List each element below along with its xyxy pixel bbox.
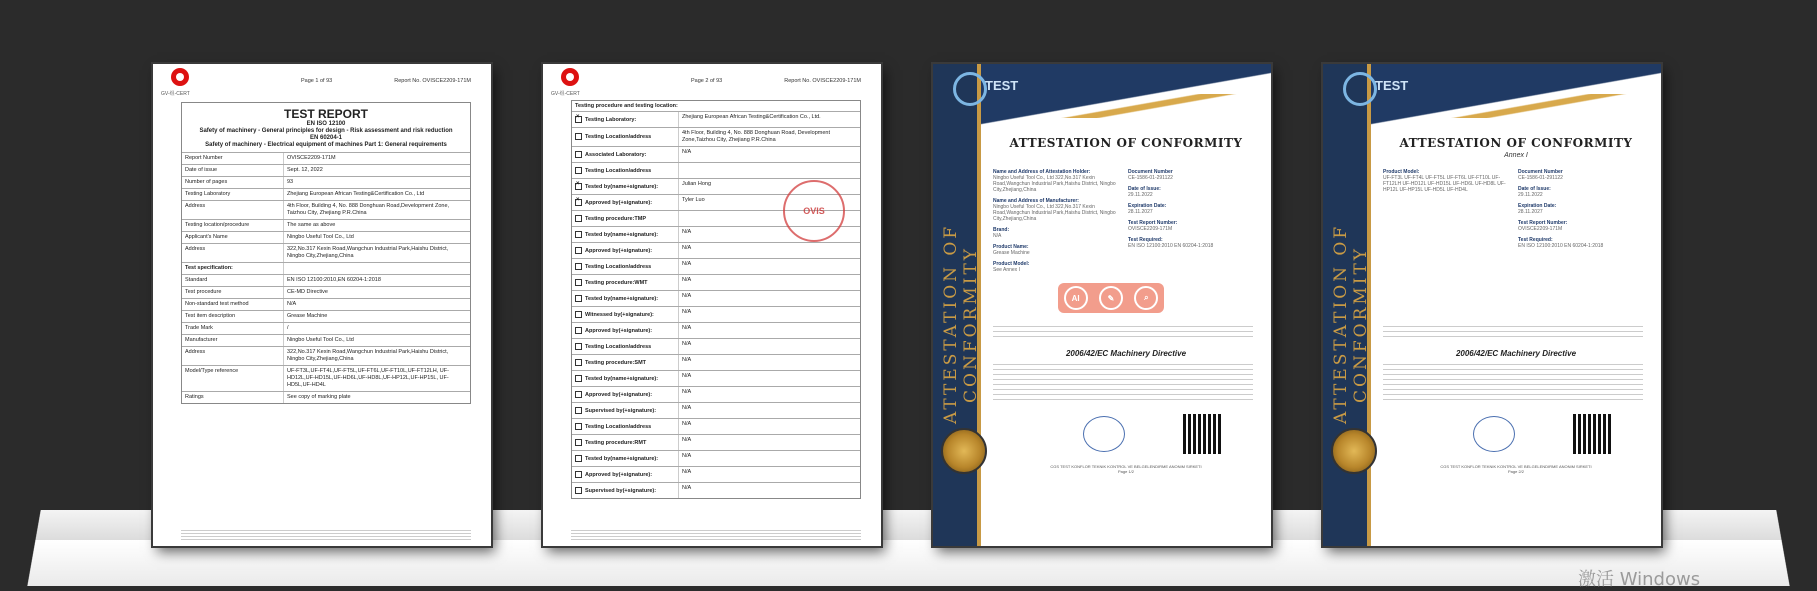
table-row (182, 152, 470, 164)
statement-text (1383, 326, 1643, 340)
row-label-cell (572, 325, 678, 337)
field-value: 29.11.2022 (1518, 192, 1543, 198)
row-value (678, 163, 860, 178)
field-value: CE-1586-01-291122 (1128, 175, 1173, 181)
row-label: Date of issue (185, 167, 218, 173)
report-number: Report No. OVISCE2209-171M (394, 78, 471, 84)
row-label: Approved by(+signature): (585, 327, 653, 334)
table-row (572, 322, 860, 338)
field-value: 28.11.2027 (1518, 209, 1543, 215)
row-label-cell (572, 421, 678, 433)
row-value: UF-FT3L,UF-FT4L,UF-FT5L,UF-FT6L,UF-FT10L,UF-FT12LH, UF-HD12L,UF-HD15L,UF-HD6L,UF-HD8L,UF-HP12L,UF-HP15L, UF-HD5L,UF-HD4L (283, 366, 470, 391)
checkbox (575, 263, 582, 270)
row-value: The same as above (283, 220, 470, 231)
table-row (182, 346, 470, 365)
row-label: Non-standard test method (185, 301, 249, 307)
row-value: N/A (678, 387, 860, 402)
test-report-page-2 (543, 64, 881, 546)
logo-text: GV-组-CERT (161, 91, 190, 97)
table-row (572, 482, 860, 498)
ai-edit-icon[interactable]: ✎ (1099, 286, 1123, 310)
table-row (572, 354, 860, 370)
ai-button[interactable]: AI (1064, 286, 1088, 310)
row-label: Approved by(+signature): (585, 391, 653, 398)
windows-activation-watermark: 激活 Windows (1578, 569, 1701, 590)
row-label: Tested by(name+signature): (585, 231, 659, 238)
field-value: UF-FT3L UF-FT4L UF-FT5L UF-FT6L UF-FT10L UF-FT12LH UF-HD12L UF-HD15L UF-HD6L UF-HD8L UF-HP12L UF-HP15L UF-HD5L UF-HD4L (1383, 175, 1506, 193)
table-row (182, 188, 470, 200)
row-label: Supervised by(+signature): (585, 407, 657, 414)
row-label-cell (572, 131, 678, 143)
field-label: Name and Address of Manufacturer: (993, 198, 1079, 204)
row-label: Number of pages (185, 179, 228, 185)
field-value: EN ISO 12100:2010 EN 60204-1:2018 (1128, 243, 1214, 249)
qr-code (1573, 414, 1613, 454)
row-label-cell (572, 341, 678, 353)
table-row (182, 286, 470, 298)
row-value: Zhejiang European African Testing&Certification Co., Ltd (283, 189, 470, 200)
row-label-cell (572, 245, 678, 257)
row-value: N/A (678, 467, 860, 482)
table-row (182, 231, 470, 243)
table-row (182, 322, 470, 334)
row-label-cell (572, 181, 678, 193)
row-value: 322,No.317 Kexin Road,Wangchun Industrial Park,Haishu District, Ningbo City,Zhejiang,China (283, 244, 470, 262)
row-label-cell (572, 114, 678, 126)
checkbox (575, 151, 582, 158)
table-row (572, 290, 860, 306)
field-label: Date of Issue: (1128, 186, 1161, 192)
checkbox (575, 471, 582, 478)
checkbox (575, 279, 582, 286)
row-value: N/A (678, 419, 860, 434)
row-value: Tyler Luo (678, 195, 860, 210)
row-label: Test specification: (185, 265, 233, 271)
field-value: Ningbo Useful Tool Co., Ltd 322,No.317 Kexin Road,Wangchun Industrial Park,Haishu District, Ningbo City,Zhejiang,China (993, 204, 1116, 222)
table-row (182, 298, 470, 310)
row-label-cell (572, 453, 678, 465)
field-value: EN ISO 12100:2010 EN 60204-1:2018 (1518, 243, 1604, 249)
checkbox (575, 423, 582, 430)
field-label: Expiration Date: (1128, 203, 1167, 209)
row-label-cell (572, 197, 678, 209)
row-label-cell (572, 437, 678, 449)
checkbox (575, 199, 582, 206)
row-label: Testing Location/address (585, 343, 652, 350)
row-value: N/A (678, 243, 860, 258)
row-label: Associated Laboratory: (585, 151, 647, 158)
row-value: Sept. 12, 2022 (283, 165, 470, 176)
row-value: N/A (678, 227, 860, 242)
attestation-page-1 (933, 64, 1271, 546)
table-row (182, 310, 470, 322)
field-label: Test Report Number: (1518, 220, 1568, 226)
table-row (572, 242, 860, 258)
field-label: Date of Issue: (1518, 186, 1551, 192)
table-row (572, 306, 860, 322)
row-label: Test procedure (185, 289, 222, 295)
field-label: Test Required: (1518, 237, 1553, 243)
table-row (572, 370, 860, 386)
checkbox (575, 183, 582, 190)
row-value: CE-MD Directive (283, 287, 470, 298)
row-label: Tested by(name+signature): (585, 375, 659, 382)
row-label: Testing Location/address (585, 423, 652, 430)
table-row (572, 127, 860, 146)
field-label: Product Name: (993, 244, 1029, 250)
table-row (572, 162, 860, 178)
footer-page: Page 1/2 (1117, 469, 1134, 474)
checkbox (575, 215, 582, 222)
page-footer (181, 530, 471, 540)
table-row (182, 164, 470, 176)
footer-text (981, 464, 1271, 474)
logo-text: GV-组-CERT (551, 91, 580, 97)
ai-toolbar[interactable] (1058, 283, 1164, 313)
table-row (182, 391, 470, 403)
test-report-page-1 (153, 64, 491, 546)
table-row (182, 262, 470, 274)
row-label: Approved by(+signature): (585, 471, 653, 478)
table-row (572, 450, 860, 466)
table-row (182, 176, 470, 188)
table-row (182, 334, 470, 346)
row-value: Ningbo Useful Tool Co., Ltd (283, 335, 470, 346)
row-label: Testing Location/address (585, 133, 652, 140)
directive-text (993, 364, 1253, 404)
table-row (182, 243, 470, 262)
row-label-cell (572, 405, 678, 417)
row-value: N/A (678, 259, 860, 274)
row-value: N/A (678, 291, 860, 306)
row-label-cell (572, 229, 678, 241)
signature-seal (1473, 416, 1515, 452)
row-label-cell (572, 261, 678, 273)
row-label-cell (572, 293, 678, 305)
row-label: Supervised by(+signature): (585, 487, 657, 494)
cgs-logo-icon (1343, 72, 1377, 106)
cgs-logo-icon (953, 72, 987, 106)
field-label: Document Number (1128, 169, 1173, 175)
field-label: Test Required: (1128, 237, 1163, 243)
row-value: 322,No.317 Kexin Road,Wangchun Industrial Park,Haishu District, Ningbo City,Zhejiang,China (283, 347, 470, 365)
field-value: 29.11.2022 (1128, 192, 1153, 198)
row-label: Ratings (185, 394, 204, 400)
checkbox (575, 311, 582, 318)
checkbox (575, 487, 582, 494)
row-label: Testing procedure:RMT (585, 439, 647, 446)
checkbox (575, 247, 582, 254)
row-value: N/A (678, 371, 860, 386)
table-row (572, 434, 860, 450)
row-value: Ningbo Useful Tool Co., Ltd (283, 232, 470, 243)
row-label-cell (572, 389, 678, 401)
directive-title: 2006/42/EC Machinery Directive (1065, 349, 1187, 358)
row-label: Address (185, 349, 206, 355)
footer-text (1371, 464, 1661, 474)
footer-company: CGS TEST KONFLOR TEKNIK KONTROL VE BELGELENDIRME ANONIM SIRKETI (1050, 464, 1202, 469)
row-label-cell (572, 213, 678, 225)
row-label: Tested by(name+signature): (585, 183, 659, 190)
standard-2-desc: Safety of machinery - Electrical equipment of machines Part 1: General requirements (205, 142, 447, 148)
row-value: N/A (678, 483, 860, 498)
report-table (181, 102, 471, 404)
row-value: 93 (283, 177, 470, 188)
row-value: EN ISO 12100:2010,EN 60204-1:2018 (283, 275, 470, 286)
footer-page: Page 2/2 (1507, 469, 1524, 474)
brand-text: TEST (1375, 78, 1409, 93)
table-row (572, 111, 860, 127)
brand-text: TEST (985, 78, 1019, 93)
field-value: Ningbo Useful Tool Co., Ltd 322,No.317 Kexin Road,Wangchun Industrial Park,Haishu District, Ningbo City,Zhejiang,China (993, 175, 1116, 193)
field-value: OVISCE2209-171M (1518, 226, 1563, 232)
table-heading: Testing procedure and testing location: (575, 103, 678, 109)
row-value: N/A (678, 147, 860, 162)
table-row (572, 146, 860, 162)
field-value: Grease Machine (993, 250, 1030, 256)
table-row (572, 386, 860, 402)
page-number: Page 2 of 93 (691, 78, 723, 84)
row-value: OVISCE2209-171M (283, 153, 470, 164)
checkbox (575, 455, 582, 462)
row-value: N/A (678, 323, 860, 338)
field-value: N/A (993, 233, 1002, 239)
field-label: Product Model: (993, 261, 1030, 267)
field-label: Document Number (1518, 169, 1563, 175)
row-value: N/A (678, 403, 860, 418)
row-value: N/A (678, 355, 860, 370)
row-label: Report Number (185, 155, 223, 161)
row-label-cell (572, 309, 678, 321)
checkbox (575, 391, 582, 398)
row-value: 4th Floor, Building 4, No. 888 Donghuan Road,Development Zone, Taizhou City, Zhejiang P.R.China (283, 201, 470, 219)
row-label: Testing Location/address (585, 167, 652, 174)
table-row (182, 274, 470, 286)
certification-logo-icon (171, 68, 189, 86)
row-label: Testing location/procedure (185, 222, 250, 228)
row-label: Address (185, 203, 206, 209)
report-number: Report No. OVISCE2209-171M (784, 78, 861, 84)
row-value: Julian Hong (678, 179, 860, 194)
standard-1-desc: Safety of machinery - General principles for design - Risk assessment and risk reduction (199, 128, 453, 134)
row-label: Testing procedure:SMT (585, 359, 647, 366)
row-label: Testing Location/address (585, 263, 652, 270)
field-label: Name and Address of Attestation Holder: (993, 169, 1091, 175)
row-label-cell (572, 373, 678, 385)
row-label: Test item description (185, 313, 236, 319)
row-label: Approved by(+signature): (585, 199, 653, 206)
row-value: N/A (678, 435, 860, 450)
checkbox (575, 231, 582, 238)
row-label: Address (185, 246, 206, 252)
field-label: Product Model: (1383, 169, 1420, 175)
checkbox (575, 167, 582, 174)
row-value: Zhejiang European African Testing&Certification Co., Ltd. (678, 112, 860, 127)
checkbox (575, 407, 582, 414)
company-stamp: OVIS (783, 180, 845, 242)
table-row (182, 365, 470, 391)
attestation-page-2 (1323, 64, 1661, 546)
checkbox (575, 295, 582, 302)
row-value: N/A (678, 339, 860, 354)
row-value: 4th Floor, Building 4, No. 888 Donghuan Road, Development Zone,Taizhou City, Zhejiang P.R.China (678, 128, 860, 146)
row-label: Manufacturer (185, 337, 218, 343)
page-number: Page 1 of 93 (301, 78, 333, 84)
table-row (572, 258, 860, 274)
row-label: Applicant's Name (185, 234, 228, 240)
attestation-title: ATTESTATION OF CONFORMITY (1009, 136, 1243, 150)
standard-2: EN 60204-1 (309, 135, 343, 141)
field-value: See Annex I (993, 267, 1020, 273)
row-label-cell (572, 469, 678, 481)
row-value: N/A (678, 307, 860, 322)
statement-text (993, 326, 1253, 340)
table-row (572, 418, 860, 434)
checkbox (575, 116, 582, 123)
shelf-edge-left (0, 510, 60, 586)
checkbox (575, 327, 582, 334)
checkbox (575, 439, 582, 446)
field-label: Expiration Date: (1518, 203, 1557, 209)
row-value: / (283, 323, 470, 334)
checkbox (575, 359, 582, 366)
field-value: CE-1586-01-291122 (1518, 175, 1563, 181)
report-title: TEST REPORT (283, 107, 368, 121)
field-label: Test Report Number: (1128, 220, 1178, 226)
row-value: See copy of marking plate (283, 392, 470, 403)
row-label: Testing Laboratory: (585, 116, 637, 123)
row-label: Trade Mark (185, 325, 213, 331)
row-value: N/A (283, 299, 470, 310)
row-label: Testing Laboratory (185, 191, 231, 197)
side-text: ATTESTATION OF CONFORMITY (1331, 223, 1371, 425)
row-label: Model/Type reference (185, 368, 239, 374)
field-value: 28.11.2027 (1128, 209, 1153, 215)
table-row (182, 200, 470, 219)
table-row (572, 274, 860, 290)
row-label: Tested by(name+signature): (585, 455, 659, 462)
row-label-cell (572, 277, 678, 289)
row-label: Testing procedure:WMT (585, 279, 648, 286)
row-label: Testing procedure:TMP (585, 215, 647, 222)
row-value: N/A (678, 451, 860, 466)
directive-title: 2006/42/EC Machinery Directive (1455, 349, 1577, 358)
row-value: N/A (678, 275, 860, 290)
row-label-cell (572, 149, 678, 161)
standard-1: EN ISO 12100 (306, 121, 346, 127)
table-row (572, 338, 860, 354)
checkbox (575, 375, 582, 382)
row-label: Tested by(name+signature): (585, 295, 659, 302)
attestation-title: ATTESTATION OF CONFORMITY (1399, 136, 1633, 150)
procedure-table (571, 100, 861, 499)
certification-logo-icon (561, 68, 579, 86)
row-value (283, 263, 470, 274)
field-value: OVISCE2209-171M (1128, 226, 1173, 232)
directive-text (1383, 364, 1643, 404)
checkbox (575, 133, 582, 140)
checkbox (575, 343, 582, 350)
row-label: Approved by(+signature): (585, 247, 653, 254)
signature-seal (1083, 416, 1125, 452)
shelf-edge-right (1757, 510, 1817, 586)
page-footer (571, 530, 861, 540)
row-label: Standard (185, 277, 208, 283)
row-label-cell (572, 165, 678, 177)
row-label-cell (572, 485, 678, 497)
row-label: Witnessed by(+signature): (585, 311, 654, 318)
qr-code (1183, 414, 1223, 454)
row-label-cell (572, 357, 678, 369)
side-text: ATTESTATION OF CONFORMITY (941, 223, 981, 425)
search-icon[interactable]: ⌕ (1134, 286, 1158, 310)
display-shelf-front (0, 540, 1817, 586)
table-row (182, 219, 470, 231)
field-label: Brand: (993, 227, 1010, 233)
attestation-subtitle: Annex I (1504, 152, 1528, 159)
table-row (572, 402, 860, 418)
table-row (572, 466, 860, 482)
row-value: Grease Machine (283, 311, 470, 322)
footer-company: CGS TEST KONFLOR TEKNIK KONTROL VE BELGELENDIRME ANONIM SIRKETI (1440, 464, 1592, 469)
